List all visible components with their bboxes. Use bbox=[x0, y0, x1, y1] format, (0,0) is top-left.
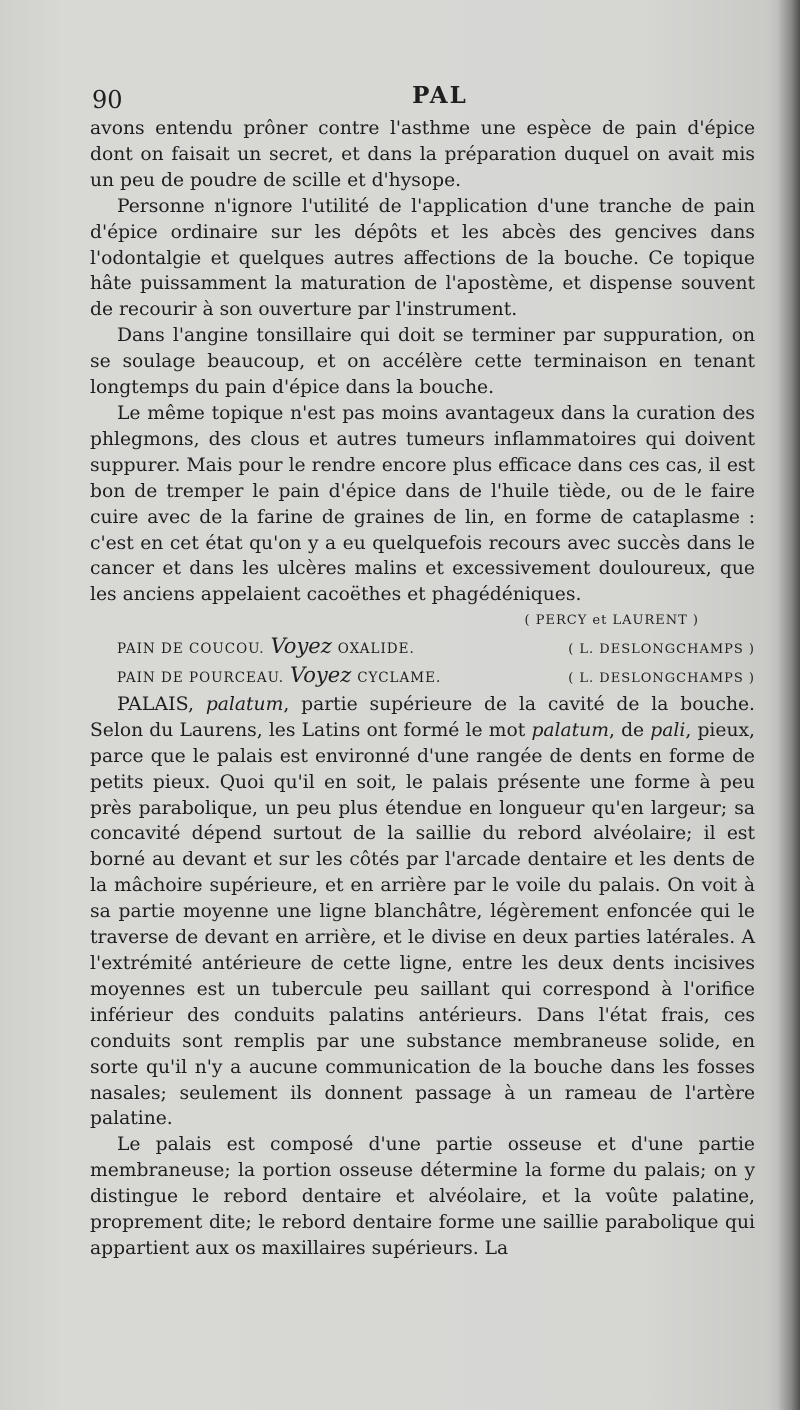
voyez-label: Voyez bbox=[290, 663, 352, 688]
latin-term: palatum bbox=[205, 693, 284, 715]
entry-main bbox=[117, 634, 415, 663]
entry-reference: OXALIDE. bbox=[337, 641, 415, 658]
latin-term: pali bbox=[650, 719, 686, 741]
author-signature: ( PERCY et LAURENT ) bbox=[524, 613, 699, 629]
cross-reference-entry bbox=[90, 634, 755, 663]
latin-term: palatum bbox=[531, 719, 609, 741]
article-palais bbox=[90, 692, 755, 1132]
page-header bbox=[90, 78, 755, 114]
signature-line bbox=[90, 608, 755, 634]
page-number: 90 bbox=[92, 86, 123, 114]
paragraph: Le même topique n'est pas moins avantageux dans la curation des phlegmons, des clous et autres tumeurs inflammatoires qui doivent suppurer. Mais pour le rendre encore plus efficace dans ces cas, il est bon de tremper le pain d'épice dans de l'huile tiède, ou de le faire cuire avec de la farine de graines de lin, en forme de cataplasme : c'est en cet état qu'on y a eu quelquefois recours avec succès dans le cancer et dans les ulcères malins et excessivement douloureux, que les anciens appelaient cacoëthes et phagédéniques. bbox=[90, 402, 755, 606]
entry-main bbox=[117, 663, 441, 692]
running-head: PAL bbox=[412, 82, 468, 109]
entry-author: ( L. DESLONGCHAMPS ) bbox=[568, 642, 755, 658]
paragraph: Personne n'ignore l'utilité de l'application d'une tranche de pain d'épice ordinaire sur les dépôts et les abcès des gencives dans l'odontalgie et quelques autres affections de la bouche. Ce topique hâte puissamment la maturation de l'apostème, et dispense souvent de recourir à son ouverture par l'instrument. bbox=[90, 195, 755, 321]
paragraph: avons entendu prôner contre l'asthme une espèce de pain d'épice dont on faisait un secret, et dans la préparation duquel on avait mis un peu de poudre de scille et d'hysope. bbox=[90, 118, 755, 191]
cross-reference-entry bbox=[90, 663, 755, 692]
body-text bbox=[90, 116, 755, 1262]
voyez-label: Voyez bbox=[270, 634, 332, 659]
paragraph: Le palais est composé d'une partie osseuse et d'une partie membraneuse; la portion osseuse détermine la forme du palais; on y distingue le rebord dentaire et alvéolaire, et la voûte palatine, proprement dite; le rebord dentaire forme une saillie parabolique qui appartient aux os maxillaires supérieurs. La bbox=[90, 1134, 755, 1259]
article-headword: PALAIS, bbox=[117, 692, 194, 715]
article-text: , partie supérieure de la cavité de la bouche. Selon du Laurens, les Latins ont formé le mot bbox=[90, 693, 755, 741]
entry-headword: PAIN DE COUCOU. bbox=[117, 641, 265, 658]
entry-reference: CYCLAME. bbox=[357, 670, 442, 687]
article-text: , pieux, parce que le palais est environné d'une rangée de dents en forme de petits pieux. Quoi qu'il en soit, le palais présente une forme à peu près parabolique, un peu plus étendue en longueur qu'en largeur; sa concavité dépend surtout de la saillie du rebord alvéolaire; il est borné au devant et sur les côtés par l'arcade dentaire et les dents de la mâchoire supérieure, et en arrière par le voile du palais. On voit à sa partie moyenne une ligne blanchâtre, légèrement enfoncée qui le traverse de devant en arrière, et le divise en deux parties latérales. A l'extrémité antérieure de cette ligne, entre les deux dents incisives moyennes est un tubercule peu saillant qui correspond à l'orifice inférieur des conduits palatins antérieurs. Dans l'état frais, ces conduits sont remplis par une substance membraneuse solide, en sorte qu'il n'y a aucune communication de la bouche dans les fosses nasales; seulement ils donnent passage à un rameau de l'artère palatine. bbox=[90, 719, 755, 1130]
article-text: , de bbox=[608, 719, 651, 741]
entry-headword: PAIN DE POURCEAU. bbox=[117, 670, 285, 687]
paragraph: Dans l'angine tonsillaire qui doit se terminer par suppuration, on se soulage beaucoup, et on accélère cette terminaison en tenant longtemps du pain d'épice dans la bouche. bbox=[90, 325, 755, 399]
page-gutter-shadow bbox=[778, 0, 800, 1410]
entry-author: ( L. DESLONGCHAMPS ) bbox=[568, 671, 755, 687]
